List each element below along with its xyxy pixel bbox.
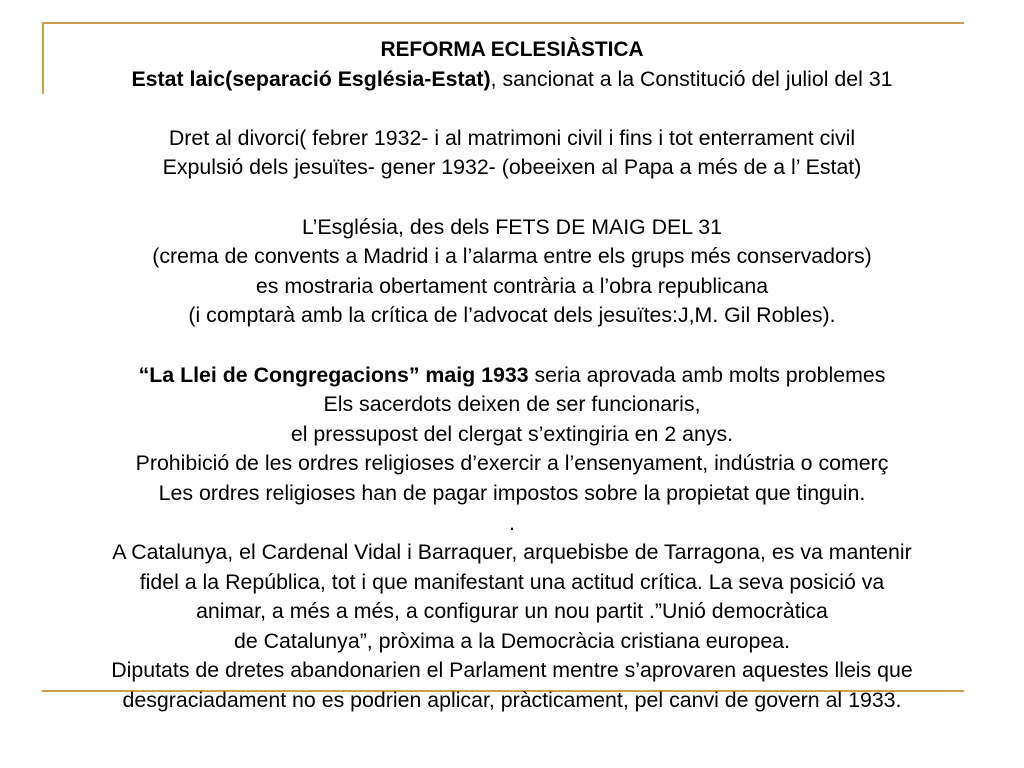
text-line-11: Prohibició de les ordres religioses d’exercir a l’ensenyament, indústria o comerç — [135, 451, 889, 476]
text-line-1 — [0, 65, 1024, 95]
text-line-6: es mostraria obertament contrària a l’obra republicana — [255, 273, 769, 298]
spacer — [0, 331, 1024, 361]
text-line-5: (crema de convents a Madrid i a l’alarma entre els grups més conservadors) — [152, 244, 872, 269]
text-line-8-rest: seria aprovada amb molts problemes — [528, 362, 886, 387]
text-line-18: Diputats de dretes abandonarien el Parlament mentre s’aprovaren aquestes lleis que — [111, 658, 913, 683]
spacer — [0, 183, 1024, 213]
text-line-12: Les ordres religioses han de pagar impostos sobre la propietat que tinguin. — [158, 480, 866, 505]
text-line-16: animar, a més a més, a configurar un nou partit .”Unió democràtica — [196, 599, 828, 624]
text-line-17: de Catalunya”, pròxima a la Democràcia cristiana europea. — [234, 628, 790, 653]
text-line-8-bold: “La Llei de Congregacions” maig 1933 — [138, 362, 529, 387]
spacer — [0, 94, 1024, 124]
text-line-14: A Catalunya, el Cardenal Vidal i Barraquer, arquebisbe de Tarragona, es va mantenir — [112, 540, 912, 565]
text-line-2: Dret al divorci( febrer 1932- i al matrimoni civil i fins i tot enterrament civil — [168, 125, 856, 150]
text-line-4: L’Església, des dels FETS DE MAIG DEL 31 — [301, 214, 723, 239]
text-line-7: (i comptarà amb la crítica de l’advocat dels jesuïtes:J,M. Gil Robles). — [188, 303, 836, 328]
text-line-1-bold: Estat laic(separació Església-Estat) — [131, 66, 491, 91]
slide-title: REFORMA ECLESIÀSTICA — [380, 38, 644, 61]
text-line-19: desgraciadament no es podrien aplicar, pràcticament, pel canvi de govern al 1933. — [122, 688, 902, 713]
text-line-8 — [0, 361, 1024, 391]
text-line-1-rest: , sancionat a la Constitució del juliol del 31 — [490, 66, 893, 91]
text-line-15: fidel a la República, tot i que manifestant una actitud crítica. La seva posició va — [139, 569, 885, 594]
text-line-9: Els sacerdots deixen de ser funcionaris, — [323, 392, 701, 417]
text-line-13: . — [509, 510, 515, 535]
slide-body — [0, 35, 1024, 716]
text-line-10: el pressupost del clergat s’extingiria en 2 anys. — [290, 421, 734, 446]
text-line-3: Expulsió dels jesuïtes- gener 1932- (obeeixen al Papa a més de a l’ Estat) — [162, 155, 862, 180]
decorative-top-rule — [42, 22, 964, 24]
